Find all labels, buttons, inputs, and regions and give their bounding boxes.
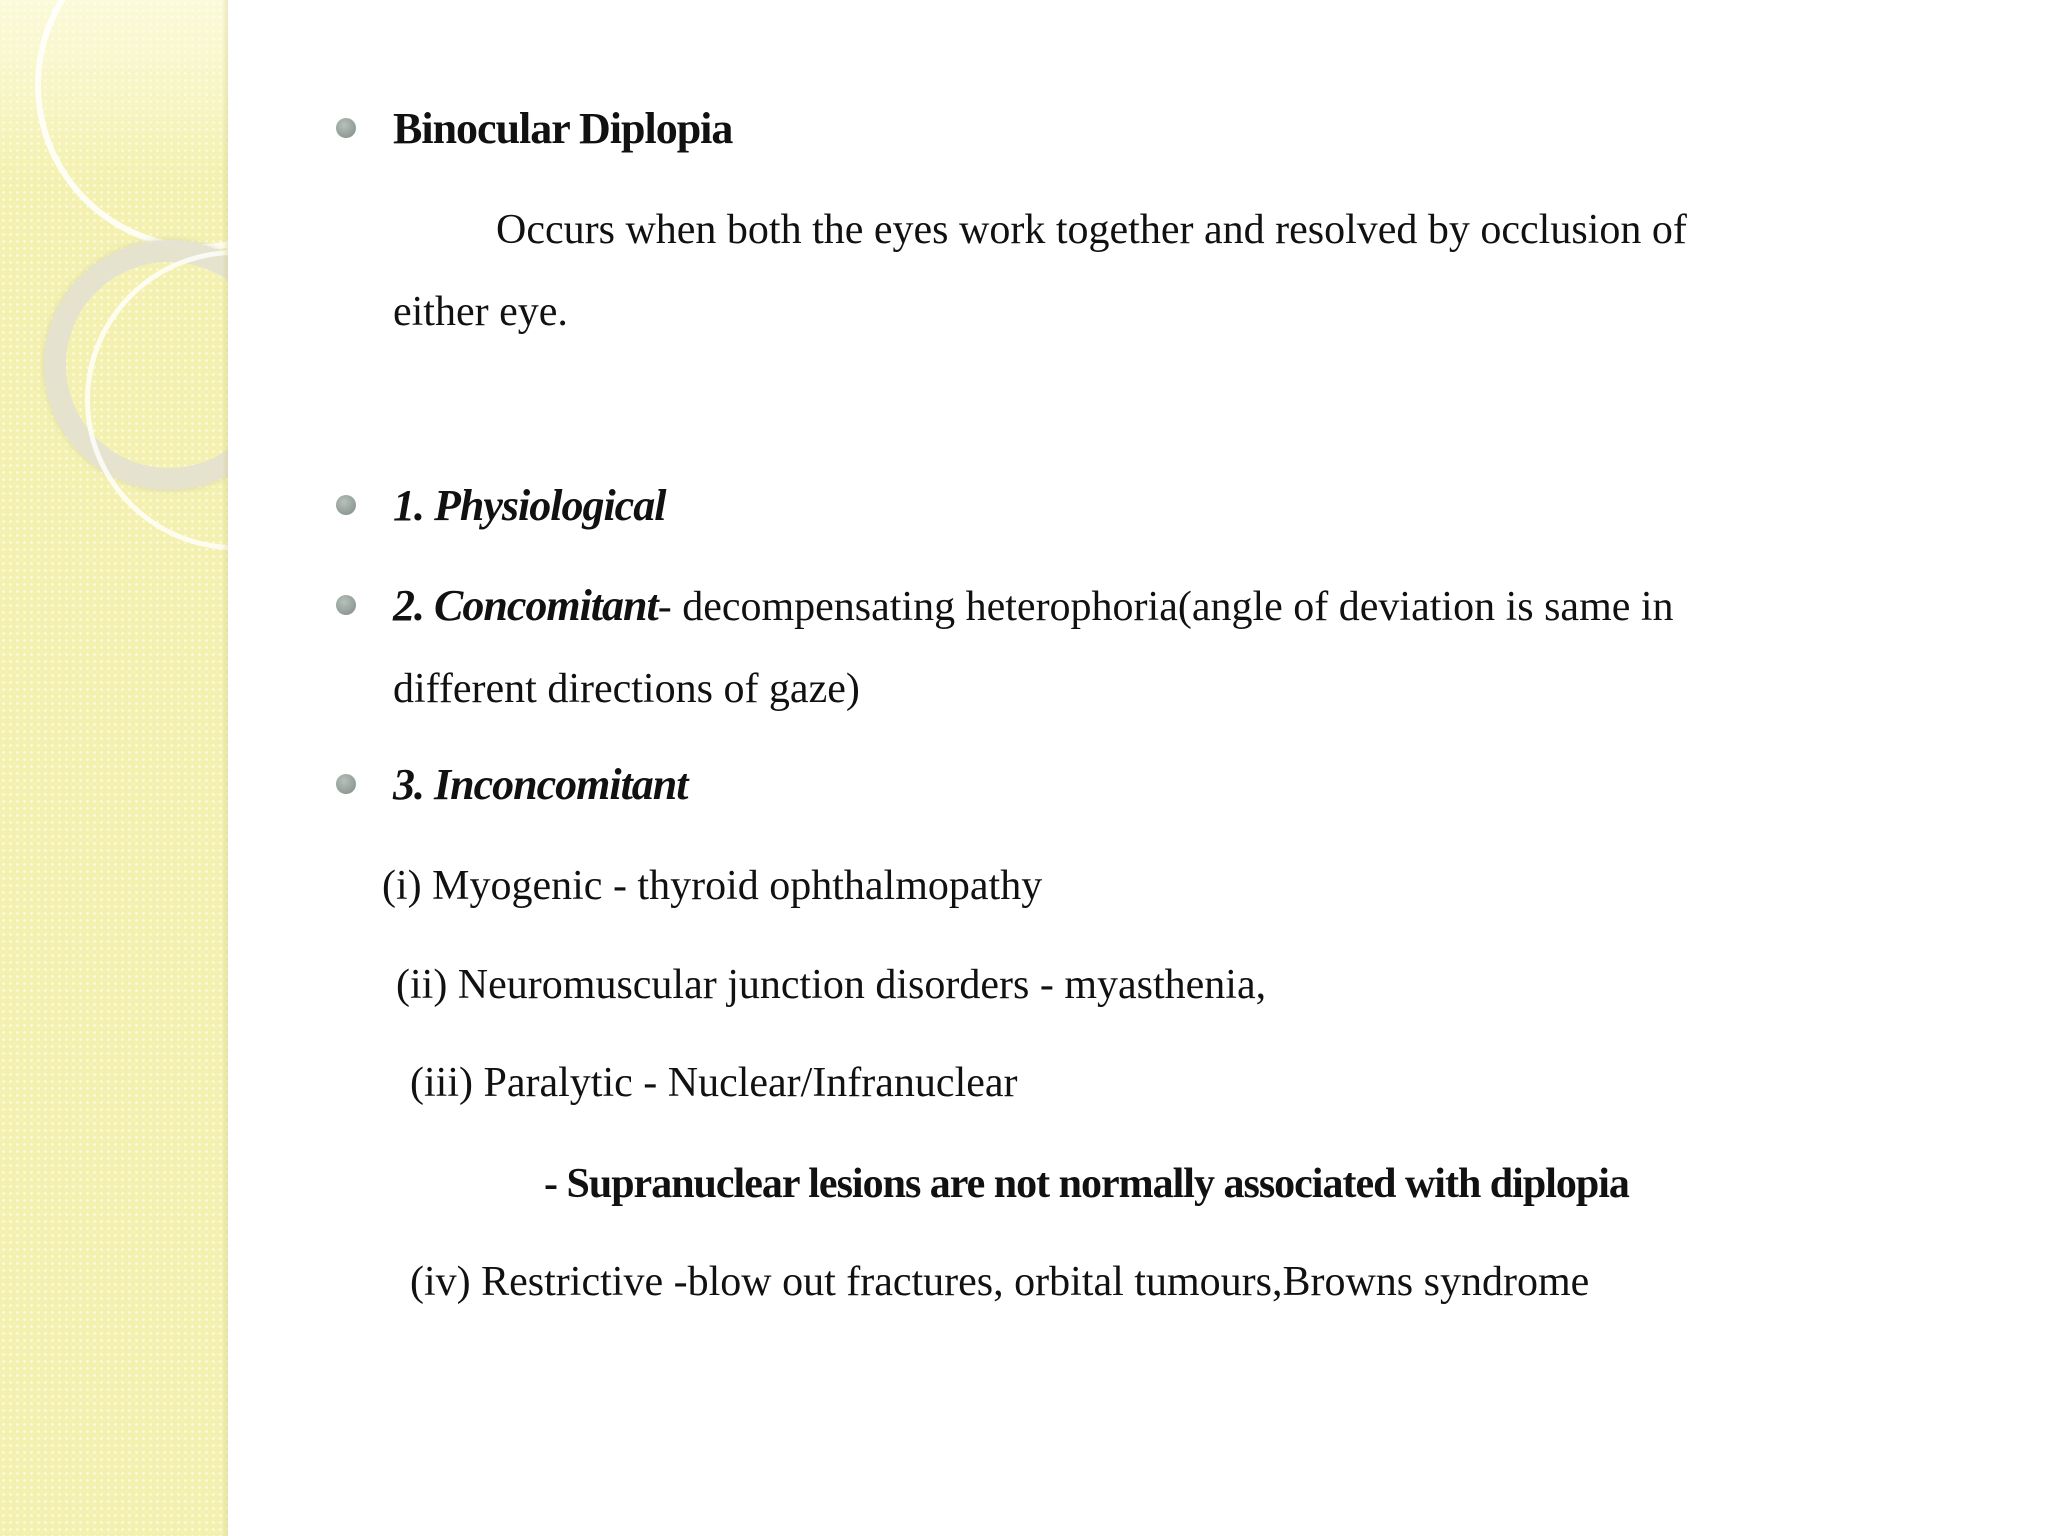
subtype-paralytic: (iii) Paralytic - Nuclear/Infranuclear xyxy=(410,1060,1018,1106)
bullet-icon xyxy=(336,774,356,794)
bullet-icon xyxy=(336,118,356,138)
bullet-icon xyxy=(336,595,356,615)
subtype-neuromuscular: (ii) Neuromuscular junction disorders - myasthenia, xyxy=(396,962,1267,1008)
definition-line-1: Occurs when both the eyes work together and resolved by occlusion of xyxy=(496,207,1687,253)
type-concomitant xyxy=(393,582,1674,631)
bullet-icon xyxy=(336,495,356,515)
concomitant-label: 2. Concomitant xyxy=(393,581,658,630)
type-inconcomitant: 3. Inconcomitant xyxy=(393,760,688,809)
definition-line-2: either eye. xyxy=(393,289,568,335)
type-physiological: 1. Physiological xyxy=(393,481,666,530)
subtype-myogenic: (i) Myogenic - thyroid ophthalmopathy xyxy=(382,863,1043,909)
concomitant-description: - decompensating heterophoria(angle of deviation is same in xyxy=(657,584,1674,630)
subtype-restrictive: (iv) Restrictive -blow out fractures, orbital tumours,Browns syndrome xyxy=(410,1259,1590,1305)
supranuclear-note: - Supranuclear lesions are not normally associated with diplopia xyxy=(544,1161,1629,1207)
concomitant-description-line-2: different directions of gaze) xyxy=(393,666,860,712)
slide-heading: Binocular Diplopia xyxy=(393,104,733,153)
